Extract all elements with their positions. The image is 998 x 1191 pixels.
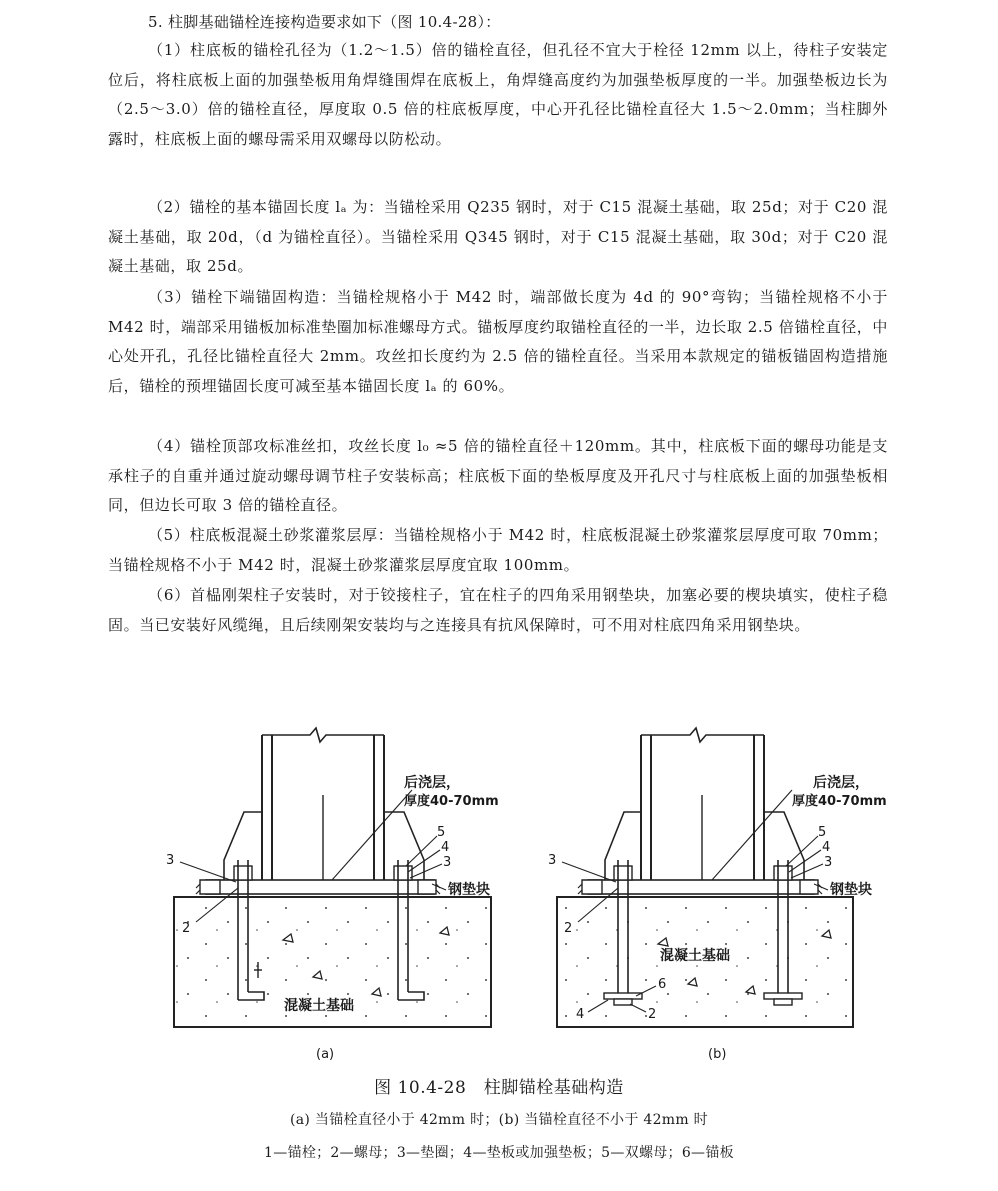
- paragraph-4: （4）锚栓顶部攻标准丝扣，攻丝长度 l₀ ≈5 倍的锚栓直径＋120mm。其中，柱底板下面的螺母功能是支承柱子的自重并通过旋动螺母调节柱子安装标高；柱底板下面的垫板厚度及开孔尺寸与柱底板上面的加强垫板相同，但边长可取 3 倍的锚栓直径。: [108, 437, 888, 514]
- callout-5: 5: [437, 825, 446, 840]
- callout-2: 2: [564, 921, 573, 936]
- anchor-plate: [764, 993, 802, 999]
- late-pour-label: 后浇层，: [404, 775, 460, 791]
- concrete-label: 混凝土基础: [660, 948, 730, 964]
- late-pour-thickness-label: 厚度40-70mm: [404, 794, 499, 809]
- concrete-label: 混凝土基础: [284, 998, 354, 1014]
- steel-block-label: 钢垫块: [448, 882, 490, 898]
- section-heading: 5. 柱脚基础锚栓连接构造要求如下（图 10.4-28）：: [148, 13, 501, 31]
- figure-legend: 1—锚栓；2—螺母；3—垫圈；4—垫板或加强垫板；5—双螺母；6—锚板: [264, 1145, 734, 1161]
- paragraph-2: （2）锚栓的基本锚固长度 lₐ 为：当锚栓采用 Q235 钢时，对于 C15 混凝土基础，取 25d；对于 C20 混凝土基础，取 20d，（d 为锚栓直径）。当锚栓采用 Q345 钢时，对于 C15 混凝土基础，取 30d；对于 C20 混凝土基础，取 25d。: [108, 198, 888, 275]
- steel-block-label: 钢垫块: [830, 882, 872, 898]
- caption-a: (a): [316, 1047, 335, 1062]
- callout-2: 2: [182, 921, 191, 936]
- late-pour-label: 后浇层，: [813, 775, 869, 791]
- base-plate: [206, 880, 434, 894]
- callout-5: 5: [818, 825, 827, 840]
- callout-3-left: 3: [166, 853, 175, 868]
- callout-4: 4: [441, 840, 450, 855]
- callout-4: 4: [822, 840, 831, 855]
- figure-subtitle: (a) 当锚栓直径小于 42mm 时；(b) 当锚栓直径不小于 42mm 时: [290, 1112, 708, 1128]
- detail-b: [548, 728, 887, 1062]
- callout-3-right: 3: [443, 855, 452, 870]
- paragraph-6: （6）首榀刚架柱子安装时，对于铰接柱子，宜在柱子的四角采用钢垫块，加塞必要的楔块填实，使柱子稳固。当已安装好风缆绳，且后续刚架安装均与之连接具有抗风保障时，可不用对柱底四角采用钢垫块。: [108, 586, 888, 634]
- caption-b: (b): [708, 1047, 727, 1062]
- callout-3-left: 3: [548, 853, 557, 868]
- base-plate: [588, 880, 814, 894]
- column-base-anchor-figure: [150, 715, 910, 1075]
- paragraph-5: （5）柱底板混凝土砂浆灌浆层厚：当锚栓规格小于 M42 时，柱底板混凝土砂浆灌浆层厚度可取 70mm；当锚栓规格不小于 M42 时，混凝土砂浆灌浆层厚度宜取 100mm。: [108, 526, 888, 574]
- callout-3-right: 3: [824, 855, 833, 870]
- callout-6: 6: [658, 977, 667, 992]
- paragraph-1: （1）柱底板的锚栓孔径为（1.2～1.5）倍的锚栓直径，但孔径不宜大于栓径 12mm 以上，待柱子安装定位后，将柱底板上面的加强垫板用角焊缝围焊在底板上，角焊缝高度约为加强垫板厚度的一半。加强垫板边长为（2.5～3.0）倍的锚栓直径，厚度取 0.5 倍的柱底板厚度，中心开孔径比锚栓直径大 1.5～2.0mm；当柱脚外露时，柱底板上面的螺母需采用双螺母以防松动。: [108, 41, 888, 148]
- figure-title: 图 10.4-28 柱脚锚栓基础构造: [374, 1078, 624, 1098]
- paragraph-3: （3）锚栓下端锚固构造：当锚栓规格小于 M42 时，端部做长度为 4d 的 90°弯钩；当锚栓规格不小于 M42 时，端部采用锚板加标准垫圈加标准螺母方式。锚板厚度约取锚栓直径的一半，边长取 2.5 倍锚栓直径，中心处开孔，孔径比锚栓直径大 2mm。攻丝扣长度约为 2.5 倍的锚栓直径。当采用本款规定的锚板锚固构造措施后，锚栓的预埋锚固长度可减至基本锚固长度 lₐ 的 60%。: [108, 288, 889, 395]
- late-pour-thickness-label: 厚度40-70mm: [792, 794, 887, 809]
- callout-2-bottom: 2: [648, 1007, 657, 1022]
- callout-4-bottom: 4: [576, 1007, 585, 1022]
- detail-a: [166, 728, 499, 1062]
